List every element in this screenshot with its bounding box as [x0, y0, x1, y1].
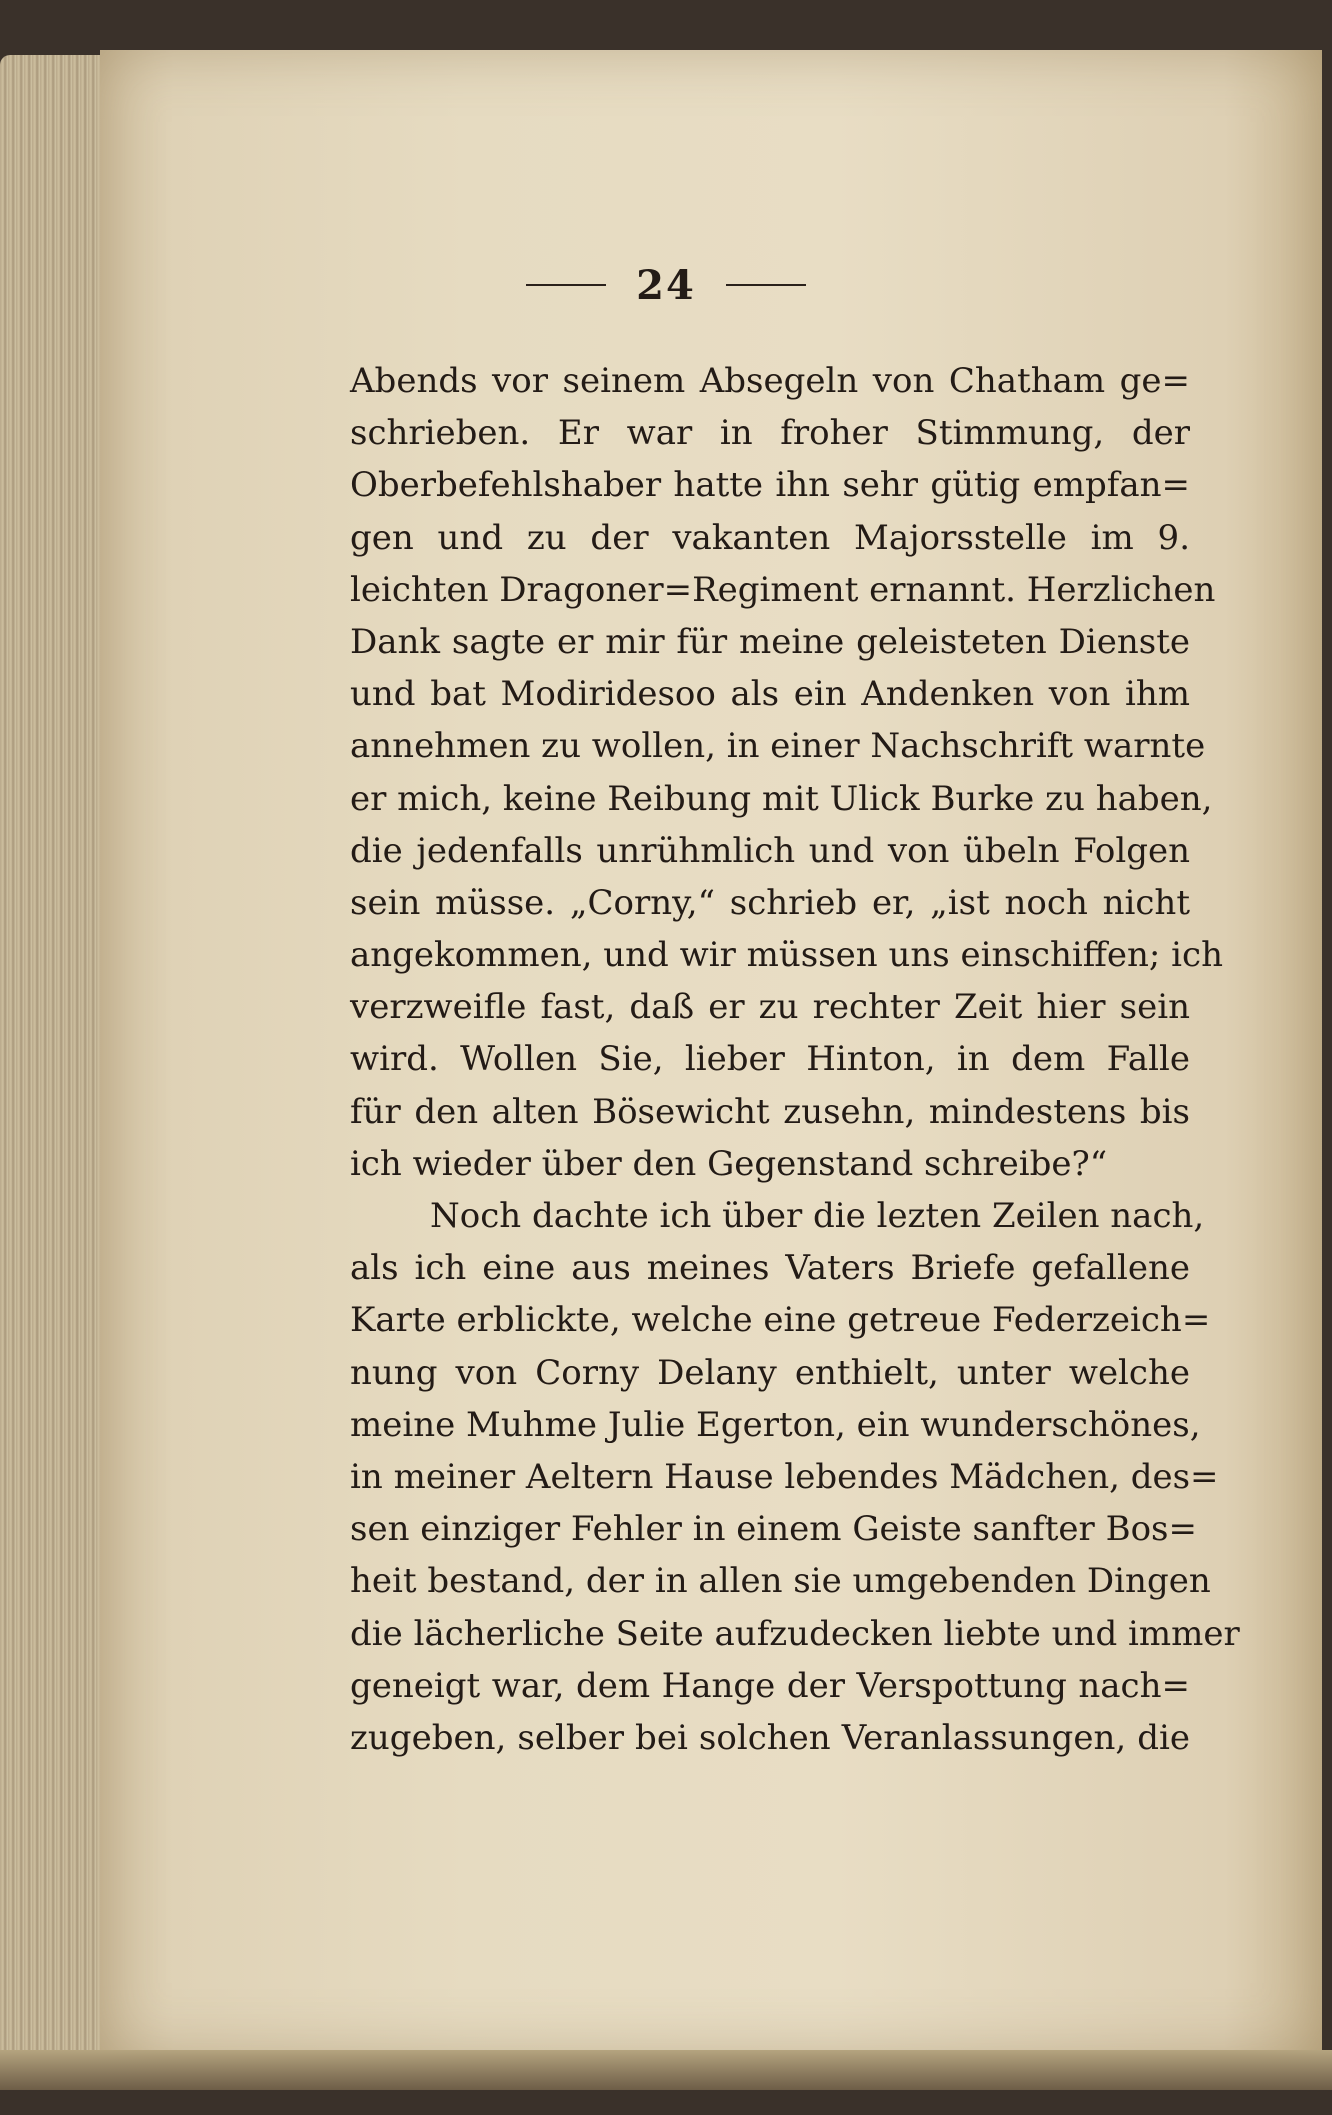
text-line: leichten Dragoner=Regiment ernannt. Herzlichen: [350, 569, 1216, 610]
text-line: Oberbefehlshaber hatte ihn sehr gütig empfan=: [350, 465, 1190, 506]
book-bottom-edge: [0, 2050, 1332, 2090]
text-line: geneigt war, dem Hange der Verspottung nach=: [350, 1665, 1190, 1706]
text-line: die lächerliche Seite aufzudecken liebte und immer: [350, 1613, 1240, 1654]
text-line: ich wieder über den Gegenstand schreibe?“: [350, 1143, 1108, 1184]
text-line: wird. Wollen Sie, lieber Hinton, in dem Falle: [350, 1039, 1190, 1080]
paragraph-start-line: Noch dachte ich über die lezten Zeilen nach,: [430, 1196, 1205, 1236]
text-line: für den alten Bösewicht zusehn, mindestens bis: [350, 1091, 1190, 1132]
text-line: sen einziger Fehler in einem Geiste sanfter Bos=: [350, 1509, 1197, 1550]
text-line: nung von Corny Delany enthielt, unter welche: [350, 1352, 1190, 1393]
text-line: sein müsse. „Corny,“ schrieb er, „ist noch nicht: [350, 882, 1190, 923]
text-line: Karte erblickte, welche eine getreue Federzeich=: [350, 1300, 1211, 1341]
text-line: in meiner Aeltern Hause lebendes Mädchen, des=: [350, 1456, 1219, 1497]
text-line: er mich, keine Reibung mit Ulick Burke zu haben,: [350, 778, 1213, 819]
text-line: als ich eine aus meines Vaters Briefe gefallene: [350, 1248, 1190, 1289]
text-line: verzweifle fast, daß er zu rechter Zeit hier sein: [350, 987, 1190, 1028]
text-line: Dank sagte er mir für meine geleisteten Dienste: [350, 621, 1190, 662]
text-line: annehmen zu wollen, in einer Nachschrift warnte: [350, 726, 1206, 767]
text-line: gen und zu der vakanten Majorsstelle im 9.: [350, 517, 1190, 558]
text-line: schrieben. Er war in froher Stimmung, der: [350, 413, 1190, 454]
text-line: die jedenfalls unrühmlich und von übeln Folgen: [350, 830, 1190, 871]
text-line: und bat Modiridesoo als ein Andenken von ihm: [350, 674, 1190, 715]
text-line: angekommen, und wir müssen uns einschiffen; ich: [350, 935, 1223, 976]
text-line: Abends vor seinem Absegeln von Chatham ge=: [350, 361, 1190, 401]
header-rule-right: [726, 284, 806, 286]
header-rule-left: [526, 284, 606, 286]
page-number: 24: [636, 261, 696, 309]
text-line: zugeben, selber bei solchen Veranlassungen, die: [350, 1717, 1190, 1758]
text-line: meine Muhme Julie Egerton, ein wunderschönes,: [350, 1404, 1201, 1445]
body-text: [350, 355, 1240, 1764]
page-header: [0, 255, 1332, 315]
text-line: heit bestand, der in allen sie umgebenden Dingen: [350, 1561, 1211, 1602]
